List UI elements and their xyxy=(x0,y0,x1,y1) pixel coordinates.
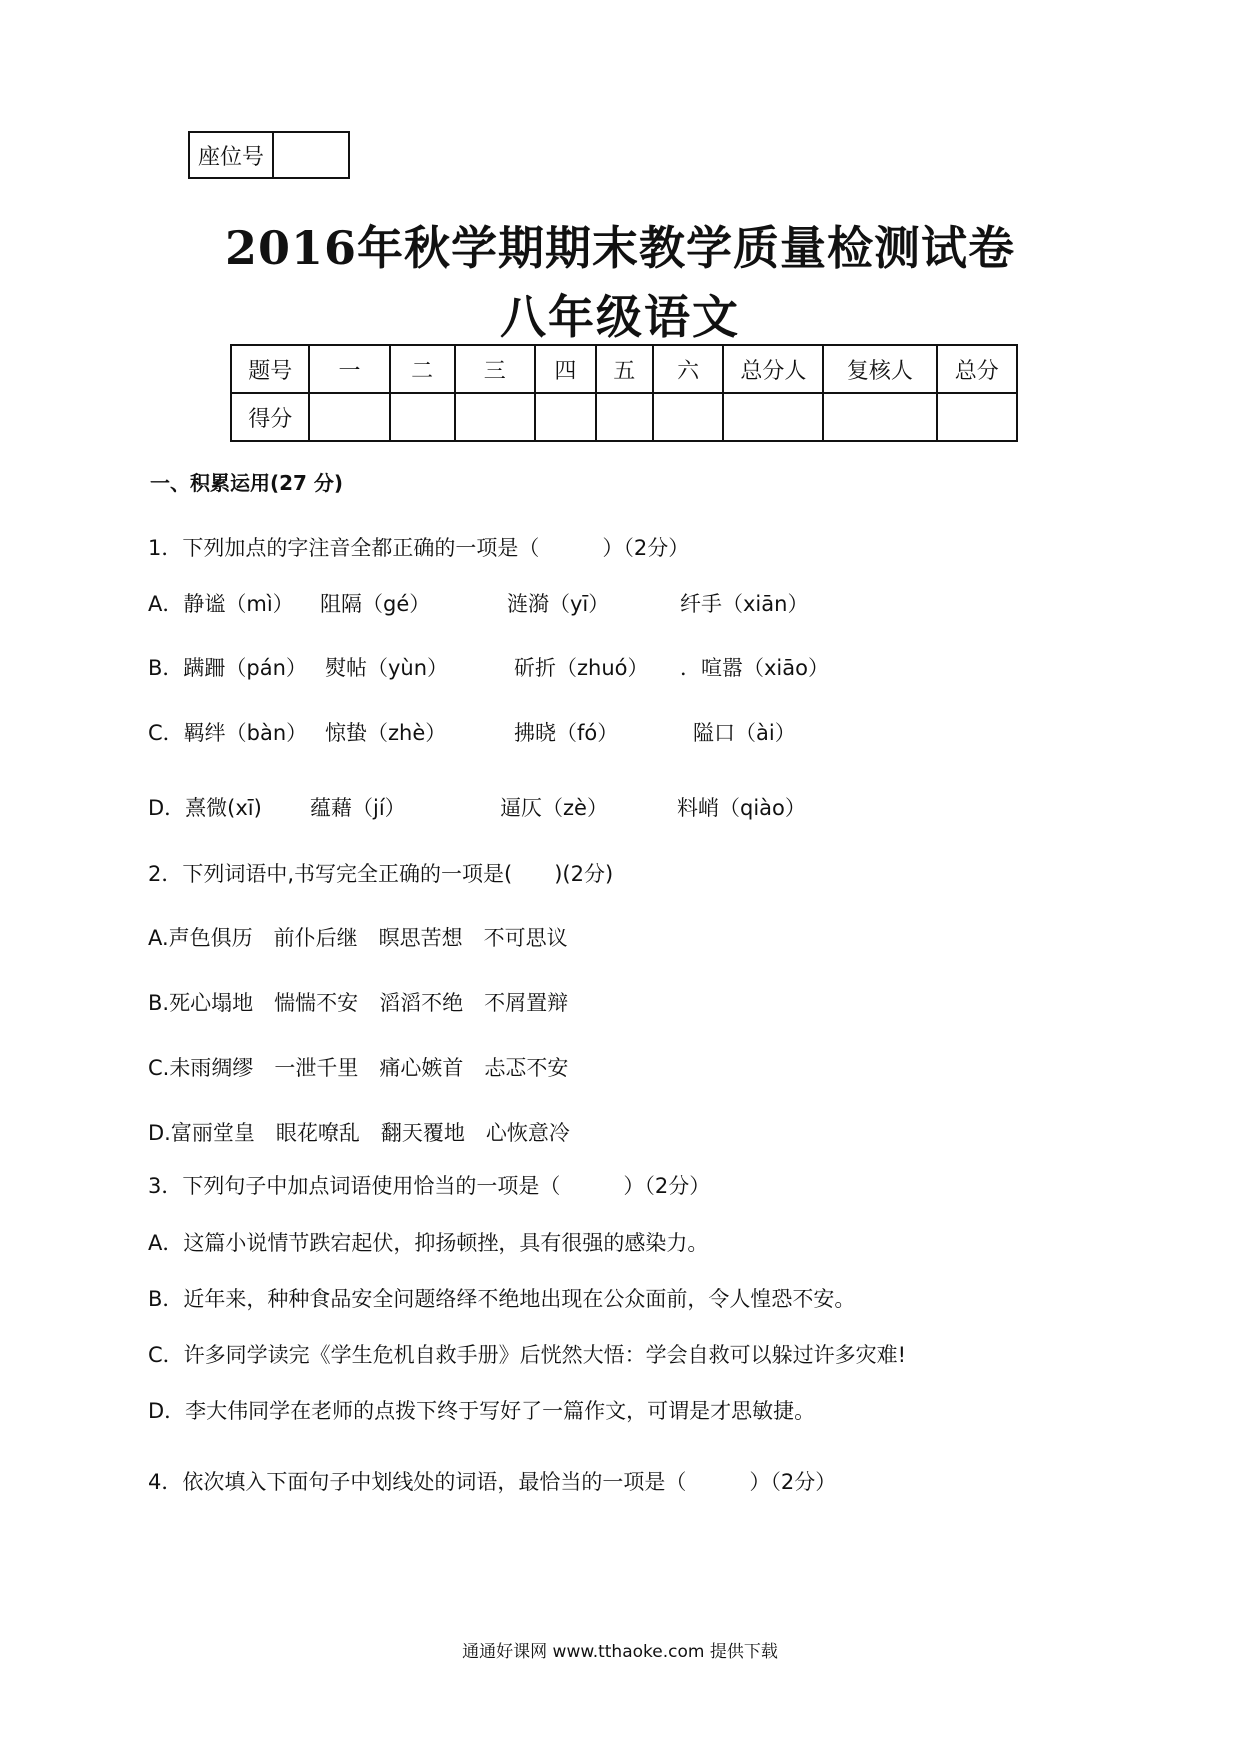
exam-subtitle: 八年级语文 xyxy=(500,290,740,344)
exam-title: 2016年秋学期期末教学质量检测试卷 xyxy=(224,221,1016,275)
score-row-label: 得分 xyxy=(231,393,309,441)
score-cell xyxy=(723,393,823,441)
score-cell xyxy=(596,393,653,441)
q1-option-b-1: B．蹒跚（pán） xyxy=(148,656,307,680)
score-cell xyxy=(937,393,1017,441)
q1-option-c-1: C．羁绊（bàn） xyxy=(148,721,308,745)
score-header-cell: 四 xyxy=(535,345,596,393)
score-header-cell: 二 xyxy=(390,345,455,393)
q2-option-c: C.未雨绸缪 一泄千里 痛心嫉首 忐忑不安 xyxy=(148,1056,569,1080)
q1-option-b-4: ．喧嚣（xiāo） xyxy=(680,656,829,680)
score-table-header-row xyxy=(231,345,1017,393)
score-cell xyxy=(455,393,535,441)
score-header-cell: 总分人 xyxy=(723,345,823,393)
score-header-cell: 题号 xyxy=(231,345,309,393)
q1-option-a-1: A．静谧（mì） xyxy=(148,592,294,616)
score-header-cell: 六 xyxy=(653,345,724,393)
q1-option-b-2: 熨帖（yùn） xyxy=(325,656,449,680)
score-cell xyxy=(309,393,389,441)
score-header-cell: 一 xyxy=(309,345,389,393)
score-header-cell: 三 xyxy=(455,345,535,393)
question-1-stem: 1．下列加点的字注音全都正确的一项是（ ）（2分） xyxy=(148,536,690,560)
q1-option-a-2: 阻隔（gé） xyxy=(320,592,431,616)
score-cell xyxy=(390,393,455,441)
q1-option-c-4: 隘口（ài） xyxy=(693,721,796,745)
q1-option-d-2: 蕴藉（jí） xyxy=(310,796,406,820)
q1-option-a-4: 纤手（xiān） xyxy=(680,592,809,616)
q3-option-a: A．这篇小说情节跌宕起伏，抑扬顿挫，具有很强的感染力。 xyxy=(148,1231,709,1255)
q2-option-d: D.富丽堂皇 眼花嘹乱 翻天覆地 心恢意冷 xyxy=(148,1121,570,1145)
q2-option-b: B.死心塌地 惴惴不安 滔滔不绝 不屑置辩 xyxy=(148,991,569,1015)
score-header-cell: 五 xyxy=(596,345,653,393)
q2-option-a: A.声色俱历 前仆后继 暝思苦想 不可思议 xyxy=(148,926,568,950)
seat-number-box xyxy=(188,131,350,179)
q1-option-c-2: 惊蛰（zhè） xyxy=(325,721,447,745)
q1-option-d-3: 逼仄（zè） xyxy=(500,796,608,820)
seat-number-label: 座位号 xyxy=(190,133,274,177)
q1-option-b-3: 斫折（zhuó） xyxy=(514,656,649,680)
q1-option-d-4: 料峭（qiào） xyxy=(677,796,806,820)
q1-option-a-3: 涟漪（yī） xyxy=(507,592,610,616)
question-3-stem: 3．下列句子中加点词语使用恰当的一项是（ ）（2分） xyxy=(148,1174,711,1198)
q3-option-b: B．近年来，种种食品安全问题络绎不绝地出现在公众面前，令人惶恐不安。 xyxy=(148,1287,856,1311)
score-cell xyxy=(823,393,936,441)
question-4-stem: 4．依次填入下面句子中划线处的词语，最恰当的一项是（ ）（2分） xyxy=(148,1470,837,1494)
seat-number-blank xyxy=(274,133,348,177)
score-cell xyxy=(535,393,596,441)
question-2-stem: 2．下列词语中,书写完全正确的一项是( )(2分) xyxy=(148,862,614,886)
q1-option-d-1: D．熹微(xī) xyxy=(148,796,262,820)
score-table-score-row xyxy=(231,393,1017,441)
page-footer: 通通好课网 www.tthaoke.com 提供下载 xyxy=(462,1642,778,1662)
score-cell xyxy=(653,393,724,441)
q1-option-c-3: 拂晓（fó） xyxy=(514,721,619,745)
section-heading: 一、积累运用(27 分) xyxy=(150,471,344,495)
score-header-cell: 总分 xyxy=(937,345,1017,393)
score-header-cell: 复核人 xyxy=(823,345,936,393)
score-table xyxy=(230,344,1018,442)
q3-option-d: D．李大伟同学在老师的点拨下终于写好了一篇作文，可谓是才思敏捷。 xyxy=(148,1399,816,1423)
q3-option-c: C．许多同学读完《学生危机自救手册》后恍然大悟：学会自救可以躲过许多灾难! xyxy=(148,1343,907,1367)
